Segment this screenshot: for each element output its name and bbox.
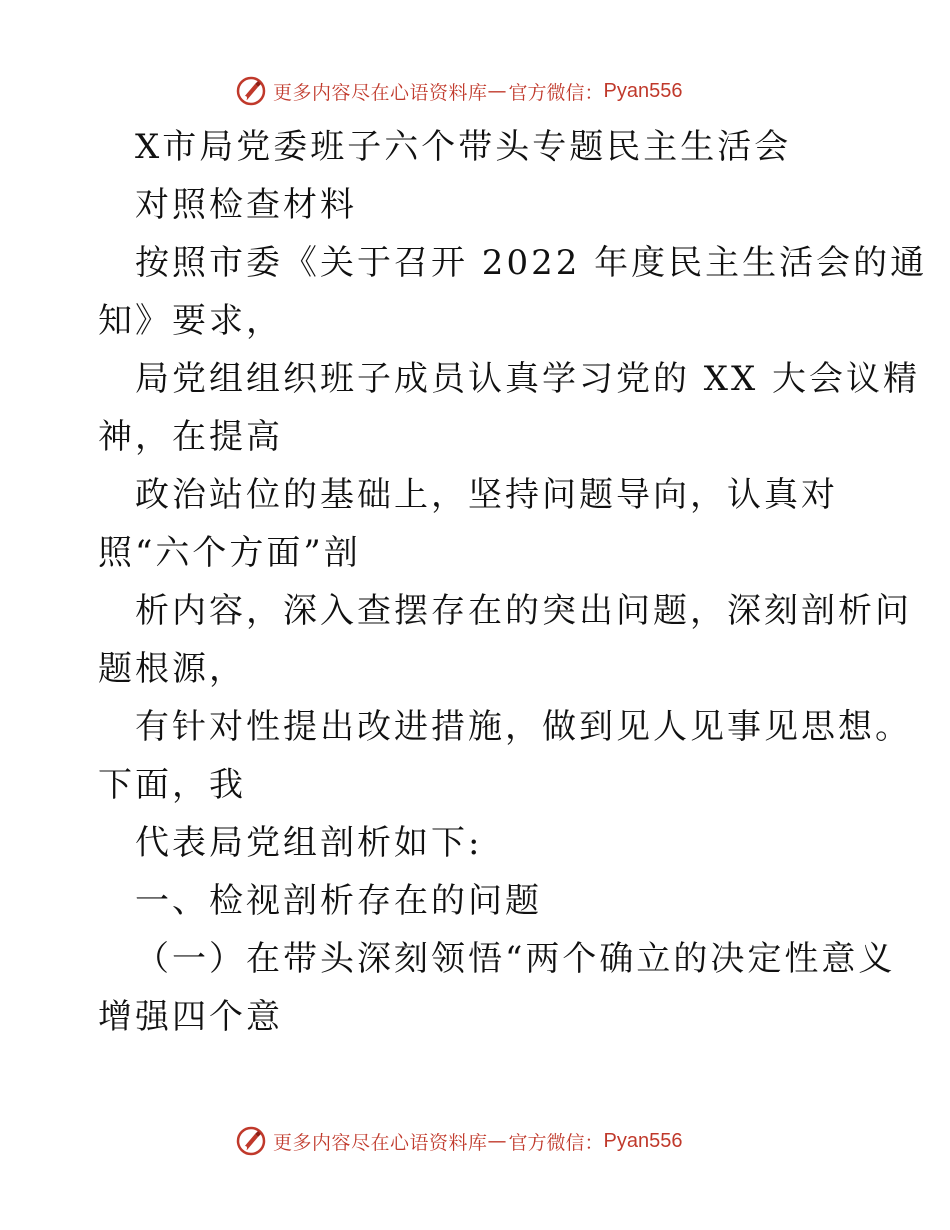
text-line: 增强四个意: [98, 997, 283, 1037]
watermark-label: 官方微信：: [508, 1131, 604, 1154]
watermark-separator: —: [487, 80, 507, 102]
document-title-line: X市局党委班子六个带头专题民主生活会: [135, 127, 792, 167]
document-subtitle-line: 对照检查材料: [135, 185, 357, 225]
pen-seal-icon: [235, 1125, 267, 1157]
text-line: 政治站位的基础上，坚持问题导向，认真对: [135, 475, 838, 515]
text-line: 析内容，深入查摆存在的突出问题，深刻剖析问: [135, 591, 912, 631]
pen-seal-icon: [235, 75, 267, 107]
footer-watermark: [235, 1124, 683, 1158]
text-line: 局党组组织班子成员认真学习党的 XX 大会议精: [135, 359, 921, 399]
watermark-id: Pyan556: [603, 1129, 683, 1152]
watermark-text: 更多内容尽在心语资料库: [273, 81, 488, 104]
watermark-separator: —: [487, 1130, 507, 1152]
watermark-text: 更多内容尽在心语资料库: [273, 1131, 488, 1154]
watermark-id: Pyan556: [603, 79, 683, 102]
section-heading: 一、检视剖析存在的问题: [135, 881, 542, 921]
watermark-label: 官方微信：: [508, 81, 604, 104]
text-line: 代表局党组剖析如下:: [135, 823, 483, 863]
header-watermark: [235, 74, 683, 108]
text-line: 题根源，: [98, 649, 246, 689]
text-line: 照“六个方面”剖: [98, 533, 361, 573]
text-line: 神，在提高: [98, 417, 283, 457]
text-line: 按照市委《关于召开 2022 年度民主生活会的通: [135, 243, 928, 283]
text-line: 知》要求，: [98, 301, 283, 341]
subsection-heading: （一）在带头深刻领悟“两个确立的决定性意义: [135, 939, 896, 979]
document-body: [98, 118, 928, 1046]
text-line: 有针对性提出改进措施，做到见人见事见思想。: [135, 707, 912, 747]
text-line: 下面，我: [98, 765, 246, 805]
